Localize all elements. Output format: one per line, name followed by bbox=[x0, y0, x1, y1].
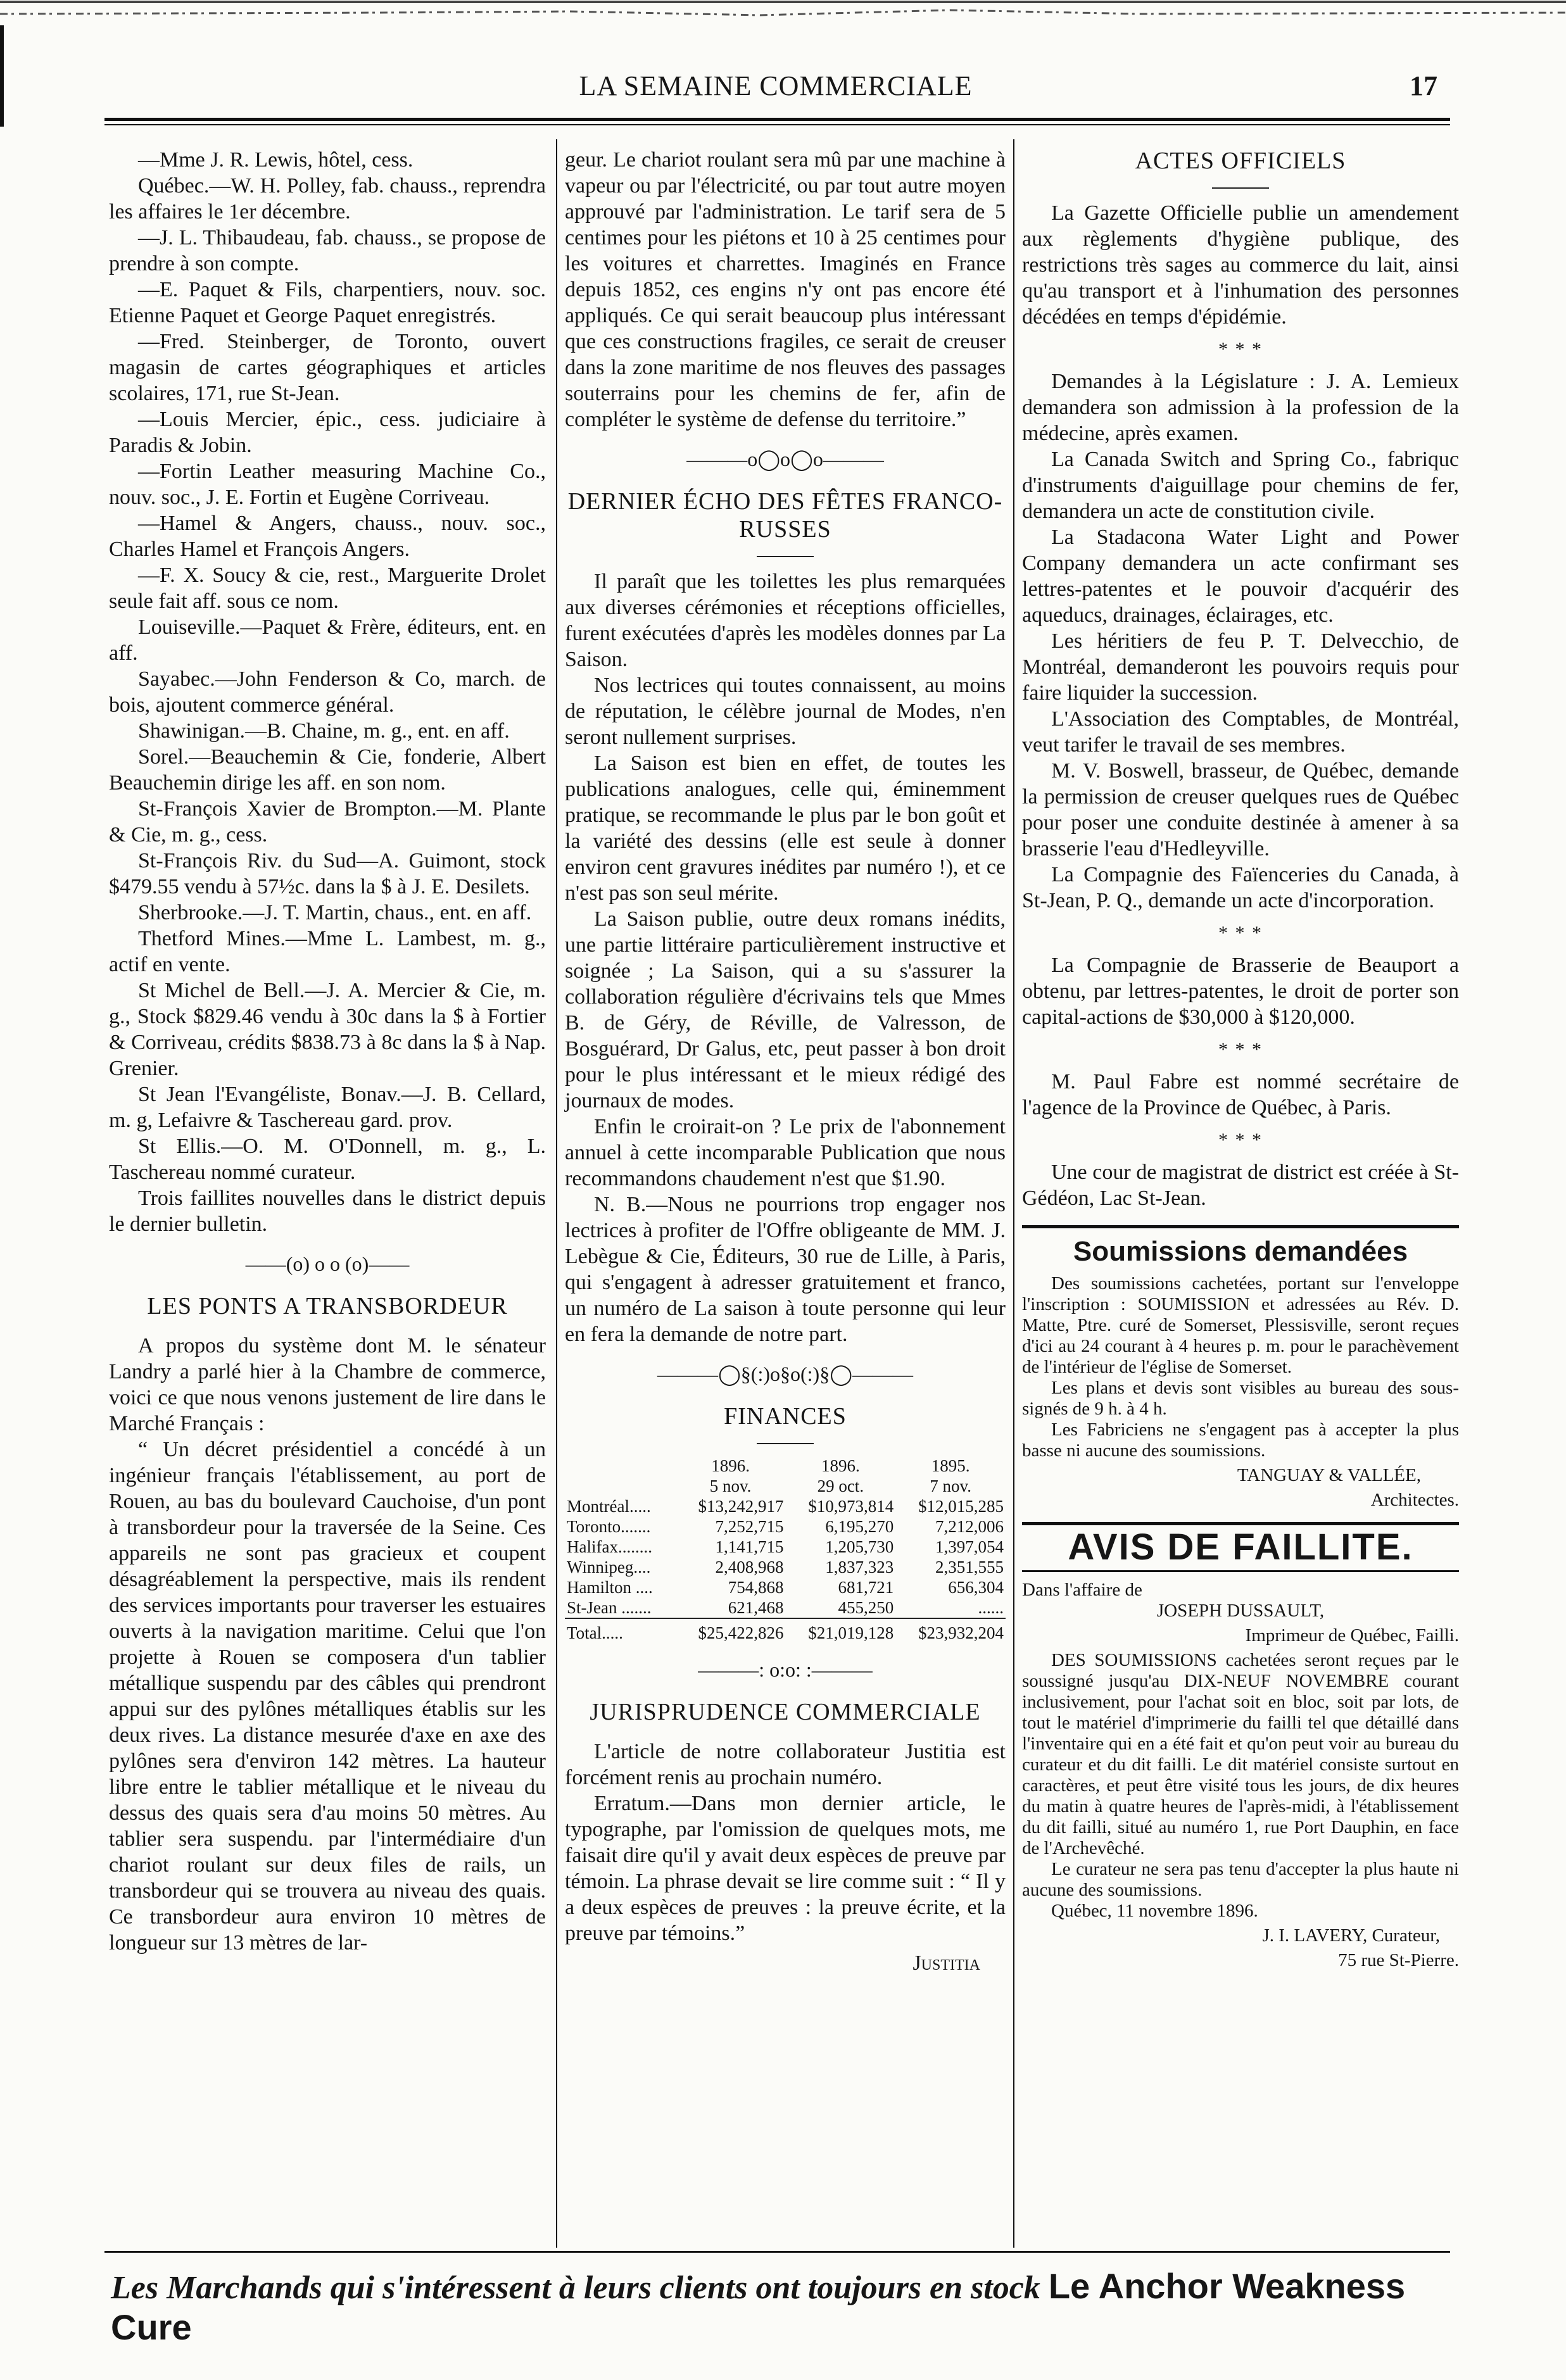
ad-paragraph: DES SOUMISSIONS cachetées seront reçues par le soussigné jusqu'au DIX-NEUF NOVEMBRE courant inclusivement, pour l'achat soit en bloc, soit par lots, de tout le matériel d'imprimerie du failli tel que détaillé dans l'inventaire qui en a été fait et qu'on peut voir au bureau du curateur et du dit failli. Le dit matériel consiste surtout en caractères, et peut être visité tous les jours, de dix heures du matin à quatre heures de l'après-midi, à l'établissement du dit failli, situé au numéro 1, rue Port Dauphin, en face de l'Archevêché. bbox=[1022, 1650, 1459, 1858]
heading-underline bbox=[757, 1443, 814, 1444]
ad-address: 75 rue St-Pierre. bbox=[1338, 1950, 1459, 1970]
notice: Sherbrooke.—J. T. Martin, chaus., ent. en aff. bbox=[138, 901, 532, 924]
value: ...... bbox=[978, 1598, 1004, 1617]
value: 6,195,270 bbox=[825, 1517, 894, 1536]
paragraph: M. Paul Fabre est nommé secrétaire de l'agence de la Province de Québec, à Paris. bbox=[1022, 1070, 1459, 1119]
notice: St Michel de Bell.—J. A. Mercier & Cie, m. g., Stock $829.46 vendu à 30c dans la $ à Fortier & Corriveau, crédits $838.73 à 8c dans la $ à Nap. Grenier. bbox=[109, 979, 546, 1080]
column-year: 1895. bbox=[931, 1456, 970, 1475]
notice: Thetford Mines.—Mme L. Lambest, m. g., actif en vente. bbox=[109, 927, 546, 976]
header-rule-thin bbox=[104, 124, 1450, 125]
value: 1,205,730 bbox=[825, 1537, 894, 1556]
paragraph: Une cour de magistrat de district est créée à St-Gédéon, Lac St-Jean. bbox=[1022, 1161, 1459, 1210]
business-notices bbox=[109, 147, 546, 1237]
article-paragraph: La Saison publie, outre deux romans inédits, une partie littéraire particulièrement instructive et soignée ; La Saison, qui a su s'assurer la collaboration régulière d'écrivains tels que Mmes B. de Géry, de Réville, de Valresson, de Bosguérard, Dr Galus, etc, peut passer à bon droit pour le plus intéressant et le mieux rédigé des journaux de modes. bbox=[565, 907, 1006, 1112]
value: 681,721 bbox=[838, 1578, 894, 1597]
notice: St Ellis.—O. M. O'Donnell, m. g., L. Taschereau nommé curateur. bbox=[109, 1135, 546, 1184]
scan-edge-artifact bbox=[0, 0, 1566, 25]
ad-body bbox=[1022, 1580, 1459, 1971]
column-divider-1 bbox=[556, 139, 557, 2248]
notice: St-François Xavier de Brompton.—M. Plante & Cie, m. g., cess. bbox=[109, 797, 546, 847]
article-paragraph: Erratum.—Dans mon dernier article, le typographe, par l'omission de quelques mots, me faisait dire qu'il y avait deux espèces de preuve par témoin. La phrase devait se lire comme suit : “ Il y a deux espèces de preuves : la preuve écrite, et la preuve par témoins.” bbox=[565, 1792, 1006, 1945]
city: Toronto....... bbox=[567, 1517, 651, 1536]
article-paragraph: Enfin le croirait-on ? Le prix de l'abonnement annuel à cette incomparable Publication que nous recommandons chaudement n'est que $1.90. bbox=[565, 1115, 1006, 1190]
article-heading: JURISPRUDENCE COMMERCIALE bbox=[590, 1699, 981, 1725]
article-heading: LES PONTS A TRANSBORDEUR bbox=[147, 1293, 508, 1319]
ad-role: Imprimeur de Québec, Failli. bbox=[1245, 1625, 1459, 1646]
ad-body bbox=[1022, 1273, 1459, 1511]
ad-separator bbox=[1022, 1570, 1459, 1572]
article-paragraph: A propos du système dont M. le sénateur Landry a parlé hier à la Chambre de commerce, voici ce que nous venons justement de lire dans le Marché Français : bbox=[109, 1334, 546, 1435]
article-paragraph: Nos lectrices qui toutes connaissent, au moins de réputation, le célèbre journal de Modes, n'en seront nullement surprises. bbox=[565, 674, 1006, 749]
ornament: ———◯§(:)o§o(:)§◯——— bbox=[657, 1363, 914, 1385]
footer-rule bbox=[104, 2251, 1450, 2253]
ad-name: JOSEPH DUSSAULT, bbox=[1156, 1601, 1325, 1621]
asterism: * * * bbox=[1218, 922, 1263, 943]
table-row bbox=[565, 1496, 1006, 1516]
page-number: 17 bbox=[1410, 70, 1437, 101]
notice: —Mme J. R. Lewis, hôtel, cess. bbox=[138, 148, 414, 172]
article-continuation: geur. Le chariot roulant sera mû par une machine à vapeur ou par l'électricité, ou par tout autre moyen approuvé par l'administration. Le tarif sera de 5 centimes pour les piétons et 10 à 25 centimes pour les voitures et charrettes. Imaginés en France depuis 1852, ces engins n'y ont pas encore été appliqués. Ce qui serait beaucoup plus intéressant que ces constructions fragiles, ce serait de creuser dans la zone maritime de nos fleuves des passages souterrains pour les chemins de fer, afin de compléter le système de defense du territoire.” bbox=[565, 148, 1006, 431]
table-row bbox=[565, 1557, 1006, 1577]
total-value: $21,019,128 bbox=[785, 1618, 895, 1643]
finances-table bbox=[565, 1456, 1006, 1643]
value: 2,408,968 bbox=[715, 1558, 784, 1577]
ad-heading: Soumissions demandées bbox=[1073, 1236, 1408, 1267]
notice: Sorel.—Beauchemin & Cie, fonderie, Albert Beauchemin dirige les aff. en son nom. bbox=[109, 745, 546, 795]
left-page-edge bbox=[0, 25, 4, 127]
ornament: ———: o:o: :——— bbox=[698, 1658, 873, 1681]
value: $10,973,814 bbox=[808, 1497, 894, 1516]
ad-separator bbox=[1022, 1225, 1459, 1228]
value: 1,141,715 bbox=[715, 1537, 784, 1556]
asterism: * * * bbox=[1218, 1039, 1263, 1060]
total-value: $23,932,204 bbox=[895, 1618, 1006, 1643]
column-year: 1896. bbox=[711, 1456, 750, 1475]
notice: Shawinigan.—B. Chaine, m. g., ent. en aff. bbox=[138, 719, 510, 743]
table-row bbox=[565, 1577, 1006, 1597]
ad-paragraph: Les Fabriciens ne s'engagent pas à accepter la plus basse ni aucune des soumissions. bbox=[1022, 1420, 1459, 1461]
signature: Justitia bbox=[912, 1951, 980, 1975]
running-title: LA SEMAINE COMMERCIALE bbox=[579, 70, 973, 101]
notice: —J. L. Thibaudeau, fab. chauss., se propose de prendre à son compte. bbox=[109, 226, 546, 275]
article-paragraph: “ Un décret présidentiel a concédé à un ingénieur français l'établissement, au port de Rouen, au bas du boulevard Cauchoise, d'un pont à transbordeur pour la traversée de la Seine. Ces appareils ne sont pas gracieux et coupent désagréablement la perspective, mais ils rendent des services importants pour traverser les estuaires ouverts à la navigation maritime. Celui que l'on projette à Rouen se composera d'un tablier métallique suspendu par des câbles qui prendront appui sur des pylônes métalliques établis sur les deux rives. La distance mesurée d'axe en axe des pylônes sera d'environ 142 mètres. La hauteur libre entre le tablier métallique et le niveau du dessus des quais sera d'au moins 50 mètres. Au tablier sera suspendu. par l'intermédiaire d'un chariot roulant sur deux files de rails, un transbordeur qui se trouvera au niveau des quais. Ce transbordeur aura environ 10 mètres de longueur sur 13 mètres de lar- bbox=[109, 1438, 546, 1955]
column-2 bbox=[565, 147, 1006, 1980]
ad-separator bbox=[1022, 1522, 1459, 1525]
finances-heading: FINANCES bbox=[724, 1403, 847, 1430]
ad-paragraph: Le curateur ne sera pas tenu d'accepter la plus haute ni aucune des soumissions. bbox=[1022, 1859, 1459, 1900]
value: 1,397,054 bbox=[935, 1537, 1004, 1556]
table-header-row bbox=[565, 1476, 1006, 1496]
header-rule-thick bbox=[104, 118, 1450, 121]
notice: Louiseville.—Paquet & Frère, éditeurs, ent. en aff. bbox=[109, 615, 546, 665]
value: 2,351,555 bbox=[935, 1558, 1004, 1577]
heading-underline bbox=[757, 556, 814, 557]
total-label: Total..... bbox=[565, 1618, 676, 1643]
city: Montréal..... bbox=[567, 1497, 651, 1516]
table-header-row bbox=[565, 1456, 1006, 1476]
column-date: 5 nov. bbox=[709, 1476, 752, 1495]
value: $13,242,917 bbox=[698, 1497, 784, 1516]
paragraph: La Gazette Officielle publie un amendement aux règlements d'hygiène publique, des restrictions très sages au commerce du lait, ainsi qu'au transport et à l'inhumation des personnes décédées en temps d'épidémie. bbox=[1022, 201, 1459, 329]
notice: —Louis Mercier, épic., cess. judiciaire à Paradis & Jobin. bbox=[109, 408, 546, 457]
ad-signature-title: Architectes. bbox=[1370, 1490, 1459, 1510]
value: 754,868 bbox=[728, 1578, 784, 1597]
ad-signature: J. I. LAVERY, Curateur, bbox=[1262, 1925, 1440, 1946]
column-year: 1896. bbox=[821, 1456, 860, 1475]
total-value: $25,422,826 bbox=[676, 1618, 786, 1643]
paragraph: L'Association des Comptables, de Montréal, veut tarifer le travail de ses membres. bbox=[1022, 707, 1459, 757]
article-paragraph: Il paraît que les toilettes les plus remarquées aux diverses cérémonies et réceptions officielles, furent exécutées d'après les modèles donnes par La Saison. bbox=[565, 570, 1006, 671]
heading-underline bbox=[1212, 187, 1269, 189]
value: 621,468 bbox=[728, 1598, 784, 1617]
value: 7,252,715 bbox=[715, 1517, 784, 1536]
value: 1,837,323 bbox=[825, 1558, 894, 1577]
table-row bbox=[565, 1597, 1006, 1618]
section-heading: ACTES OFFICIELS bbox=[1135, 148, 1346, 174]
city: Hamilton .... bbox=[567, 1578, 653, 1597]
table-total-row bbox=[565, 1618, 1006, 1643]
paragraph: Demandes à la Législature : J. A. Lemieux demandera son admission à la profession de la médecine, après examen. bbox=[1022, 370, 1459, 445]
ad-signature: TANGUAY & VALLÉE, bbox=[1237, 1465, 1421, 1485]
notice: St Jean l'Evangéliste, Bonav.—J. B. Cellard, m. g, Lefaivre & Taschereau gard. prov. bbox=[109, 1083, 546, 1132]
article-heading: DERNIER ÉCHO DES FÊTES FRANCO-RUSSES bbox=[567, 488, 1003, 543]
paragraph: Les héritiers de feu P. T. Delvecchio, de Montréal, demanderont les pouvoirs requis pour faire liquider la succession. bbox=[1022, 629, 1459, 705]
ornament: ——(o) o o (o)—— bbox=[245, 1252, 410, 1275]
ad-heading: AVIS DE FAILLITE. bbox=[1068, 1527, 1413, 1568]
ad-paragraph: Les plans et devis sont visibles au bureau des sous-signés de 9 h. à 4 h. bbox=[1022, 1378, 1459, 1419]
notice: —Fred. Steinberger, de Toronto, ouvert magasin de cartes géographiques et articles scolaires, 171, rue St-Jean. bbox=[109, 330, 546, 405]
value: 455,250 bbox=[838, 1598, 894, 1617]
notice: Québec.—W. H. Polley, fab. chauss., reprendra les affaires le 1er décembre. bbox=[109, 174, 546, 224]
column-date: 29 oct. bbox=[817, 1476, 864, 1495]
paragraph: La Compagnie des Faïenceries du Canada, à St-Jean, P. Q., demande un acte d'incorporation. bbox=[1022, 863, 1459, 912]
notice: —Hamel & Angers, chauss., nouv. soc., Charles Hamel et François Angers. bbox=[109, 512, 546, 561]
value: $12,015,285 bbox=[918, 1497, 1004, 1516]
ornament: ———o◯o◯o——— bbox=[686, 448, 884, 470]
paragraph: M. V. Boswell, brasseur, de Québec, demande la permission de creuser quelques rues de Québec pour poser une conduite destinée à amener à sa brasserie l'eau d'Hedleyville. bbox=[1022, 759, 1459, 860]
ad-date: Québec, 11 novembre 1896. bbox=[1051, 1901, 1258, 1921]
city: Winnipeg.... bbox=[567, 1558, 651, 1577]
notice: —E. Paquet & Fils, charpentiers, nouv. soc. Etienne Paquet et George Paquet enregistrés. bbox=[109, 278, 546, 327]
value: 656,304 bbox=[948, 1578, 1004, 1597]
paragraph: La Compagnie de Brasserie de Beauport a obtenu, par lettres-patentes, le droit de porter son capital-actions de $30,000 à $120,000. bbox=[1022, 954, 1459, 1029]
paragraph: La Stadacona Water Light and Power Company demandera un acte confirmant ses lettres-patentes et le pouvoir d'acquérir des aqueducs, drainages, éclairages, etc. bbox=[1022, 526, 1459, 627]
asterism: * * * bbox=[1218, 1130, 1263, 1150]
footer-product: Le Anchor Weakness Cure bbox=[111, 2266, 1406, 2347]
notice: —Fortin Leather measuring Machine Co., nouv. soc., J. E. Fortin et Eugène Corriveau. bbox=[109, 460, 546, 509]
column-1 bbox=[109, 147, 546, 1956]
paragraph: La Canada Switch and Spring Co., fabriquc d'instruments d'aiguillage pour chemins de fer, demandera un acte de constitution civile. bbox=[1022, 448, 1459, 523]
article-paragraph: N. B.—Nous ne pourrions trop engager nos lectrices à profiter de l'Offre obligeante de MM. J. Lebègue & Cie, Éditeurs, 30 rue de Lille, à Paris, qui s'engagent à adresser gratuitement et franco, un numéro de La saison à toute personne qui leur en fera la demande de notre part. bbox=[565, 1193, 1006, 1346]
notice: Trois faillites nouvelles dans le district depuis le dernier bulletin. bbox=[109, 1187, 546, 1236]
column-date: 7 nov. bbox=[930, 1476, 971, 1495]
ad-paragraph: Dans l'affaire de bbox=[1022, 1580, 1142, 1600]
article-paragraph: L'article de notre collaborateur Justitia est forcément renis au prochain numéro. bbox=[565, 1740, 1006, 1789]
footer-tagline: Les Marchands qui s'intéressent à leurs clients ont toujours en stock bbox=[111, 2270, 1040, 2306]
article-paragraph: La Saison est bien en effet, de toutes les publications analogues, celle qui, éminemment pratique, se recommande le plus par le bon goût et la variété des dessins (elle est seule à donner environ cent gravures inédites par numéro !), et ce n'est pas son seul mérite. bbox=[565, 752, 1006, 905]
table-row bbox=[565, 1537, 1006, 1557]
city: St-Jean ....... bbox=[567, 1598, 652, 1617]
column-divider-2 bbox=[1013, 139, 1014, 2248]
value: 7,212,006 bbox=[935, 1517, 1004, 1536]
city: Halifax........ bbox=[567, 1537, 652, 1556]
notice: —F. X. Soucy & cie, rest., Marguerite Drolet seule fait aff. sous ce nom. bbox=[109, 564, 546, 613]
notice: St-François Riv. du Sud—A. Guimont, stock $479.55 vendu à 57½c. dans la $ à J. E. Desilets. bbox=[109, 849, 546, 898]
ad-paragraph: Des soumissions cachetées, portant sur l'enveloppe l'inscription : SOUMISSION et adressées au Rév. D. Matte, Ptre. curé de Somerset, Plessisville, seront reçues d'ici au 24 courant à 4 heures p. m. pour le parachèvement de l'intérieur de l'église de Somerset. bbox=[1022, 1273, 1459, 1377]
page-header bbox=[104, 70, 1447, 108]
notice: Sayabec.—John Fenderson & Co, march. de bois, ajoutent commerce général. bbox=[109, 667, 546, 717]
asterism: * * * bbox=[1218, 339, 1263, 360]
column-3 bbox=[1022, 147, 1459, 1975]
table-row bbox=[565, 1516, 1006, 1537]
footer-advert bbox=[111, 2265, 1472, 2348]
